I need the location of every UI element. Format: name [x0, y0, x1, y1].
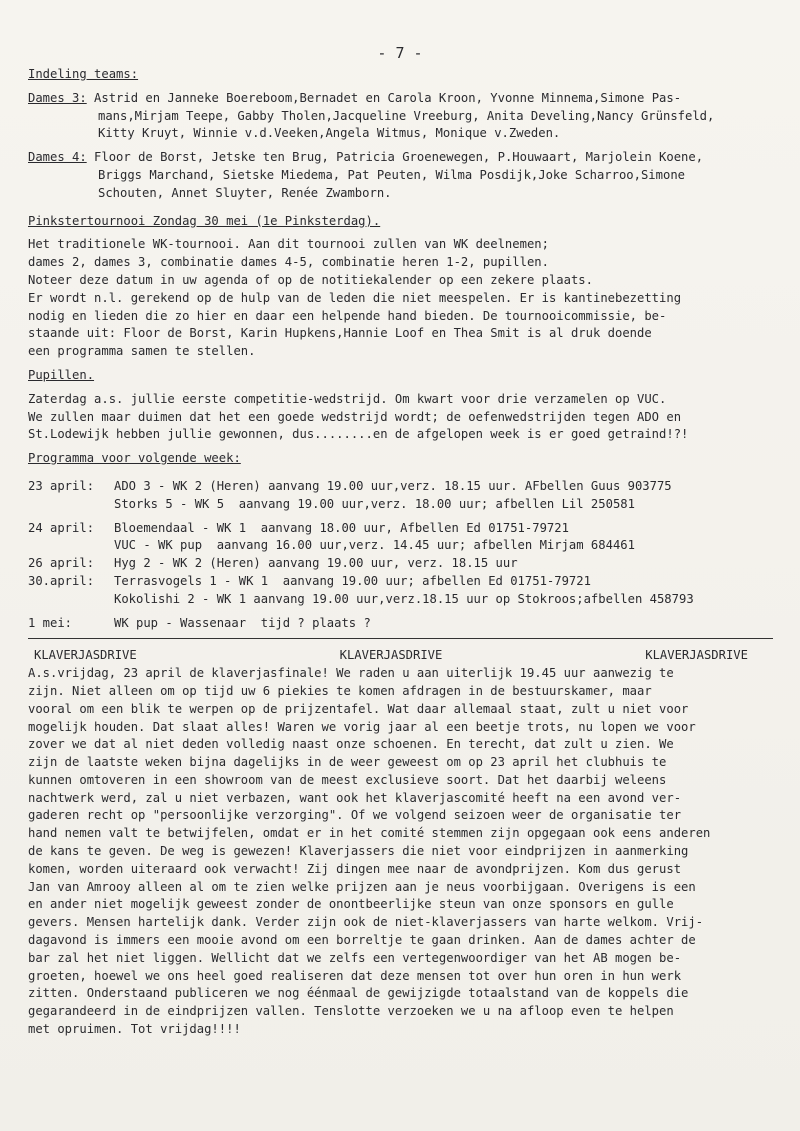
paragraph-line: Er wordt n.l. gerekend op de hulp van de leden die niet meespelen. Er is kantinebezetting: [28, 290, 682, 305]
paragraph-line: dames 2, dames 3, combinatie dames 4-5, combinatie heren 1-2, pupillen.: [28, 255, 549, 270]
program-row: [28, 573, 773, 591]
dames3-line: Astrid en Janneke Boereboom,Bernadet en Carola Kroon, Yvonne Minnema,Simone Pas-: [94, 90, 682, 105]
section-indeling: [28, 66, 773, 203]
program-date: [28, 537, 114, 555]
paragraph-line: We zullen maar duimen dat het een goede wedstrijd wordt; de oefenwedstrijden tegen ADO en: [28, 409, 682, 424]
paragraph-line: gaderen recht op "persoonlijke verzorging". Of we volgend seizoen weer de organisatie ter: [28, 808, 682, 823]
paragraph-line: Zaterdag a.s. jullie eerste competitie-wedstrijd. Om kwart voor drie verzamelen op VUC.: [28, 391, 667, 406]
dames3-line: Kitty Kruyt, Winnie v.d.Veeken,Angela Witmus, Monique v.Zweden.: [98, 126, 561, 141]
dames4-label: Dames 4:: [28, 150, 87, 165]
divider: [28, 638, 773, 639]
paragraph-line: nachtwerk werd, zal u niet verbazen, want ook het klaverjascomité heeft na een avond ver-: [28, 790, 682, 805]
paragraph-line: Jan van Amrooy alleen al om te zien welke prijzen aan je neus voorbijgaan. Overigens is een: [28, 879, 696, 894]
program-row: [28, 520, 773, 538]
paragraph-line: zitten. Onderstaand publiceren we nog éénmaal de gewijzigde totaalstand van de koppels die: [28, 986, 689, 1001]
paragraph-line: Noteer deze datum in uw agenda of op de notitiekalender op een zekere plaats.: [28, 272, 593, 287]
paragraph-line: dagavond is immers een mooie avond om een borreltje te gaan drinken. Aan de dames achter de: [28, 933, 696, 948]
klaverjas-header: [28, 647, 773, 665]
paragraph-line: bar zal het niet liggen. Wellicht dat we zelfs een vertegenwoordiger van het AB mogen be-: [28, 950, 682, 965]
program-date: [28, 496, 114, 514]
program-row: [28, 615, 773, 633]
paragraph-line: vooral om een blik te werpen op de prijzentafel. Wat daar allemaal staat, zult u niet voor: [28, 701, 689, 716]
paragraph-line: hand nemen valt te betwijfelen, omdat er in het comité stemmen zijn opgegaan ook eens anderen: [28, 826, 711, 841]
heading-pinkster: Pinkstertournooi Zondag 30 mei (1e Pinksterdag).: [28, 213, 381, 228]
klaverjas-heading: KLAVERJASDRIVE: [645, 648, 748, 663]
paragraph-line: de kans te geven. De weg is gewezen! Klaverjassers die niet voor eindprijzen in aanmerking: [28, 844, 689, 859]
dames3-label: Dames 3:: [28, 90, 87, 105]
paragraph-line: staande uit: Floor de Borst, Karin Hupkens,Hannie Loof en Thea Smit is al druk doende: [28, 326, 652, 341]
paragraph-line: gegarandeerd in de eindprijzen vallen. Tenslotte verzoeken we u na afloop even te helpen: [28, 1004, 674, 1019]
program-text: Hyg 2 - WK 2 (Heren) aanvang 19.00 uur, verz. 18.15 uur: [114, 556, 518, 571]
paragraph-line: kunnen omtoveren in een showroom van de meest exclusieve soort. Dat het daarbij weleens: [28, 772, 667, 787]
program-text: Storks 5 - WK 5 aanvang 19.00 uur,verz. 18.00 uur; afbellen Lil 250581: [114, 496, 635, 511]
program-date: 24 april:: [28, 520, 95, 535]
page-number: - 7 -: [377, 44, 423, 62]
program-text: Terrasvogels 1 - WK 1 aanvang 19.00 uur; afbellen Ed 01751-79721: [114, 573, 591, 588]
program-date: 23 april:: [28, 478, 95, 493]
klaverjas-heading: KLAVERJASDRIVE: [34, 648, 137, 663]
program-row: [28, 555, 773, 573]
program-date: 1 mei:: [28, 615, 73, 630]
program-text: WK pup - Wassenaar tijd ? plaats ?: [114, 615, 371, 630]
document-body: [28, 66, 773, 1039]
program-text: ADO 3 - WK 2 (Heren) aanvang 19.00 uur,verz. 18.15 uur. AFbellen Guus 903775: [114, 478, 672, 493]
paragraph-line: zijn. Niet alleen om op tijd uw 6 piekies te komen afdragen in de bestuurskamer, maar: [28, 683, 652, 698]
paragraph-line: nodig en lieden die zo hier en daar een helpende hand bieden. De tournooicommissie, be-: [28, 308, 667, 323]
program-row: [28, 496, 773, 514]
program-row: [28, 478, 773, 496]
paragraph-line: zijn de laatste weken bijna dagelijks in de weer geweest om op 23 april het clubhuis te: [28, 755, 667, 770]
paragraph-line: zover we dat al niet deden volledig naast onze schoenen. En terecht, dat zult u zien. We: [28, 737, 674, 752]
dames4-line: Schouten, Annet Sluyter, Renée Zwamborn.: [98, 185, 392, 200]
paragraph-line: met opruimen. Tot vrijdag!!!!: [28, 1022, 241, 1037]
heading-pupillen: Pupillen.: [28, 367, 95, 382]
section-pinkster: [28, 213, 773, 361]
program-date: [28, 591, 114, 609]
paragraph-line: St.Lodewijk hebben jullie gewonnen, dus........en de afgelopen week is er goed getraind!?!: [28, 427, 689, 442]
section-programma: [28, 450, 773, 632]
paragraph-line: Het traditionele WK-tournooi. Aan dit tournooi zullen van WK deelnemen;: [28, 237, 549, 252]
section-pupillen: [28, 367, 773, 444]
program-row: [28, 537, 773, 555]
program-date: 30.april:: [28, 573, 95, 588]
paragraph-line: mogelijk houden. Dat slaat alles! Waren we vorig jaar al een beetje trots, nu lopen we voor: [28, 719, 696, 734]
paragraph-line: komen, worden uiteraard ook verwacht! Zij dingen mee naar de avondprijzen. Kom dus gerust: [28, 861, 682, 876]
paragraph-line: en ander niet mogelijk geweest zonder de onontbeerlijke steun van onze sponsors en gulle: [28, 897, 674, 912]
program-text: VUC - WK pup aanvang 16.00 uur,verz. 14.45 uur; afbellen Mirjam 684461: [114, 538, 635, 553]
heading-programma: Programma voor volgende week:: [28, 451, 241, 466]
dames3-line: mans,Mirjam Teepe, Gabby Tholen,Jacqueline Vreeburg, Anita Develing,Nancy Grünsfeld,: [98, 108, 715, 123]
heading-indeling: Indeling teams:: [28, 67, 139, 81]
section-klaverjas: [28, 647, 773, 1039]
dames4-line: Floor de Borst, Jetske ten Brug, Patricia Groenewegen, P.Houwaart, Marjolein Koene,: [94, 150, 704, 165]
dames4-line: Briggs Marchand, Sietske Miedema, Pat Peuten, Wilma Posdijk,Joke Scharroo,Simone: [98, 167, 685, 182]
paragraph-line: een programma samen te stellen.: [28, 344, 256, 359]
program-text: Kokolishi 2 - WK 1 aanvang 19.00 uur,verz.18.15 uur op Stokroos;afbellen 458793: [114, 591, 694, 606]
klaverjas-heading: KLAVERJASDRIVE: [339, 648, 443, 663]
program-row: [28, 591, 773, 609]
paragraph-line: groeten, hoewel we ons heel goed realiseren dat deze mensen tot over hun oren in hun werk: [28, 968, 682, 983]
paragraph-line: A.s.vrijdag, 23 april de klaverjasfinale! We raden u aan uiterlijk 19.45 uur aanwezig te: [28, 666, 674, 681]
program-date: 26 april:: [28, 556, 95, 571]
program-text: Bloemendaal - WK 1 aanvang 18.00 uur, Afbellen Ed 01751-79721: [114, 520, 569, 535]
paragraph-line: gevers. Mensen hartelijk dank. Verder zijn ook de niet-klaverjassers van harte welkom. Vrij-: [28, 915, 704, 930]
